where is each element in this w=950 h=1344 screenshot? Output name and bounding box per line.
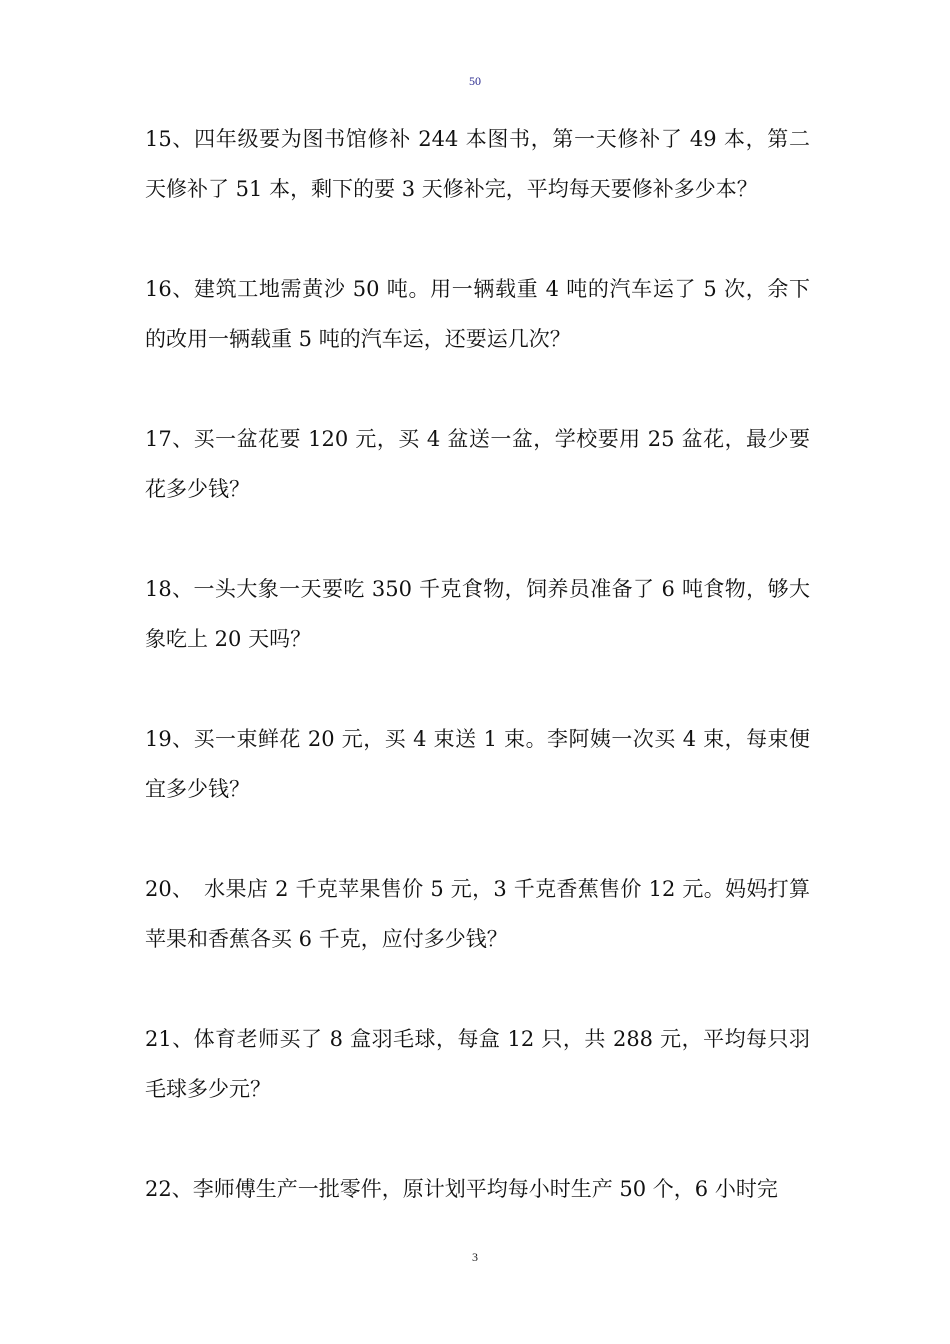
problem-22: 22、李师傅生产一批零件，原计划平均每小时生产 50 个，6 小时完	[145, 1177, 778, 1201]
problem-17: 17、买一盆花要 120 元，买 4 盆送一盆，学校要用 25 盆花，最少要花多少钱？	[145, 427, 810, 501]
header-page-marker: 50	[469, 74, 481, 88]
problem-18: 18、一头大象一天要吃 350 千克食物，饲养员准备了 6 吨食物，够大象吃上 20 天吗？	[145, 577, 810, 651]
problem-list	[145, 114, 810, 1214]
problem-21: 21、体育老师买了 8 盒羽毛球，每盒 12 只，共 288 元，平均每只羽毛球多少元？	[145, 1027, 810, 1101]
problem-15: 15、四年级要为图书馆修补 244 本图书，第一天修补了 49 本，第二天修补了 51 本，剩下的要 3 天修补完，平均每天要修补多少本？	[145, 127, 810, 201]
page-number: 3	[472, 1250, 478, 1264]
problem-20: 20、 水果店 2 千克苹果售价 5 元，3 千克香蕉售价 12 元。妈妈打算苹果和香蕉各买 6 千克，应付多少钱？	[145, 877, 810, 951]
problem-16: 16、建筑工地需黄沙 50 吨。用一辆载重 4 吨的汽车运了 5 次，余下的改用一辆载重 5 吨的汽车运，还要运几次？	[145, 277, 810, 351]
problem-19: 19、买一束鲜花 20 元，买 4 束送 1 束。李阿姨一次买 4 束，每束便宜多少钱？	[145, 727, 810, 801]
